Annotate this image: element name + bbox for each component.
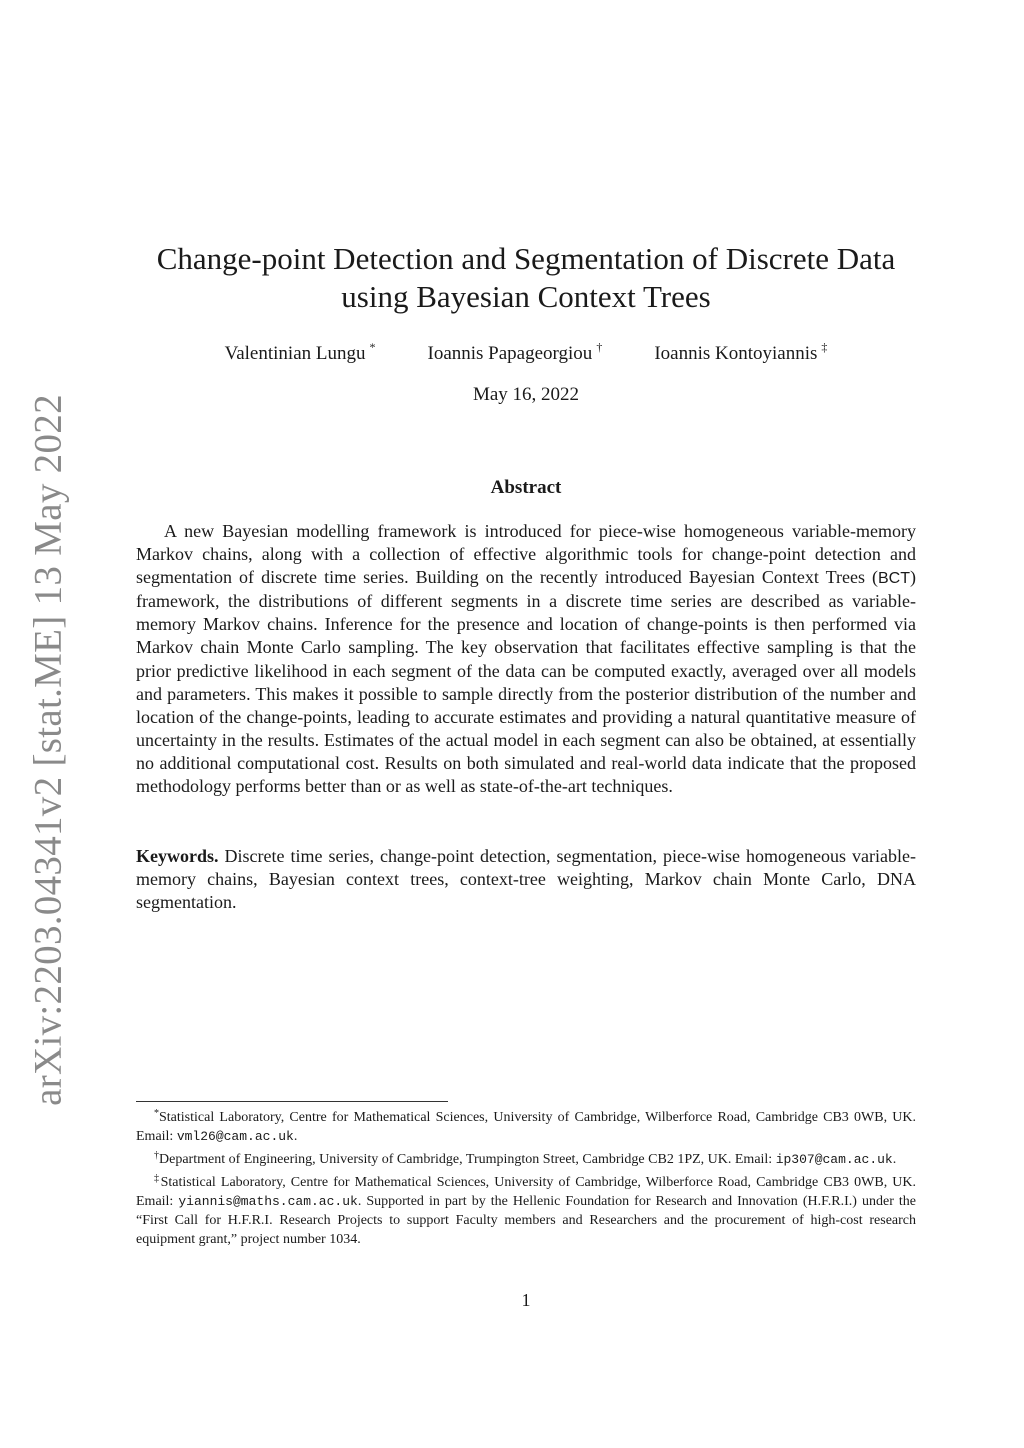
paper-title [120,240,932,316]
author-footnote-mark: † [596,340,603,354]
footnote-text: Statistical Laboratory, Centre for Mathematical Sciences, University of Cambridge, Wilberforce Road, Cambridge CB3 0WB, UK. Email: [136,1110,916,1144]
footnote-1 [136,1104,916,1146]
footnote-mark: ‡ [154,1173,161,1184]
page-number: 1 [521,1290,531,1310]
footnote-tail: . [293,1129,298,1144]
email-link[interactable]: yiannis@maths.cam.ac.uk [178,1194,358,1209]
author-footnote-mark: * [369,340,376,354]
footnote-text: Statistical Laboratory, Centre for Mathematical Sciences, University of Cambridge, Wilberforce Road, Cambridge CB3 0WB, UK. Email: [136,1175,917,1209]
email-link[interactable]: ip307@cam.ac.uk [775,1152,893,1167]
title-line-1: Change-point Detection and Segmentation of Discrete Data [156,241,896,276]
footnote-mark: * [154,1108,159,1119]
author-2 [428,340,603,365]
footnote-mark: † [154,1150,159,1161]
arxiv-identifier-stamp: arXiv:2203.04341v2 [stat.ME] 13 May 2022 [26,394,70,1106]
author-name: Valentinian Lungu [224,343,366,364]
footnote-2 [136,1146,916,1169]
keywords-label: Keywords. [136,846,219,866]
footnote-3 [136,1169,916,1249]
abstract-text-part-2: ) framework, the distributions of different segments in a discrete time series are described as variable-memory Markov chains. Inference for the presence and location of change-points is then performed via Markov chain Monte Carlo sampling. The key observation that facilitates effective sampling is that the prior predictive likelihood in each segment of the data can be computed exactly, averaged over all models and parameters. This makes it possible to sample directly from the posterior distribution of the number and location of the change-points, leading to accurate estimates and providing a natural quantitative measure of uncertainty in the results. Estimates of the actual model in each segment can also be obtained, at essentially no additional computational cost. Results on both simulated and real-world data indicate that the proposed methodology performs better than or as well as state-of-the-art techniques. [136,567,916,797]
bct-acronym: BCT [878,570,910,588]
title-line-2: using Bayesian Context Trees [341,279,711,314]
footnotes [136,1104,916,1249]
author-footnote-mark: ‡ [821,340,828,354]
keywords-text: Discrete time series, change-point detection, segmentation, piece-wise homogeneous variable-memory chains, Bayesian context trees, context-tree weighting, Markov chain Monte Carlo, DNA segmentation. [136,846,916,913]
keywords-section [136,845,916,914]
author-list [136,340,916,365]
email-link[interactable]: vml26@cam.ac.uk [176,1129,294,1144]
author-name: Ioannis Papageorgiou [427,343,593,364]
footnote-tail: . [892,1152,897,1167]
footnote-text: Department of Engineering, University of Cambridge, Trumpington Street, Cambridge CB2 1PZ, UK. Email: [159,1152,776,1167]
author-1 [225,340,376,365]
abstract-text-part-1: A new Bayesian modelling framework is introduced for piece-wise homogeneous variable-memory Markov chains, along with a collection of effective algorithmic tools for change-point detection and segmentation of discrete time series. Building on the recently introduced Bayesian Context Trees ( [136,521,916,588]
publication-date: May 16, 2022 [472,384,580,405]
abstract-body [136,520,916,798]
author-name: Ioannis Kontoyiannis [654,343,818,364]
author-3 [654,340,827,365]
footnote-tail: . Supported in part by the Hellenic Foundation for Research and Innovation (H.F.R.I.) under the “First Call for H.F.R.I. Research Projects to support Faculty members and Researchers and the procurement of high-cost research equipment grant,” project number 1034. [136,1194,916,1247]
abstract-heading: Abstract [490,477,562,498]
footnote-rule [136,1101,448,1102]
